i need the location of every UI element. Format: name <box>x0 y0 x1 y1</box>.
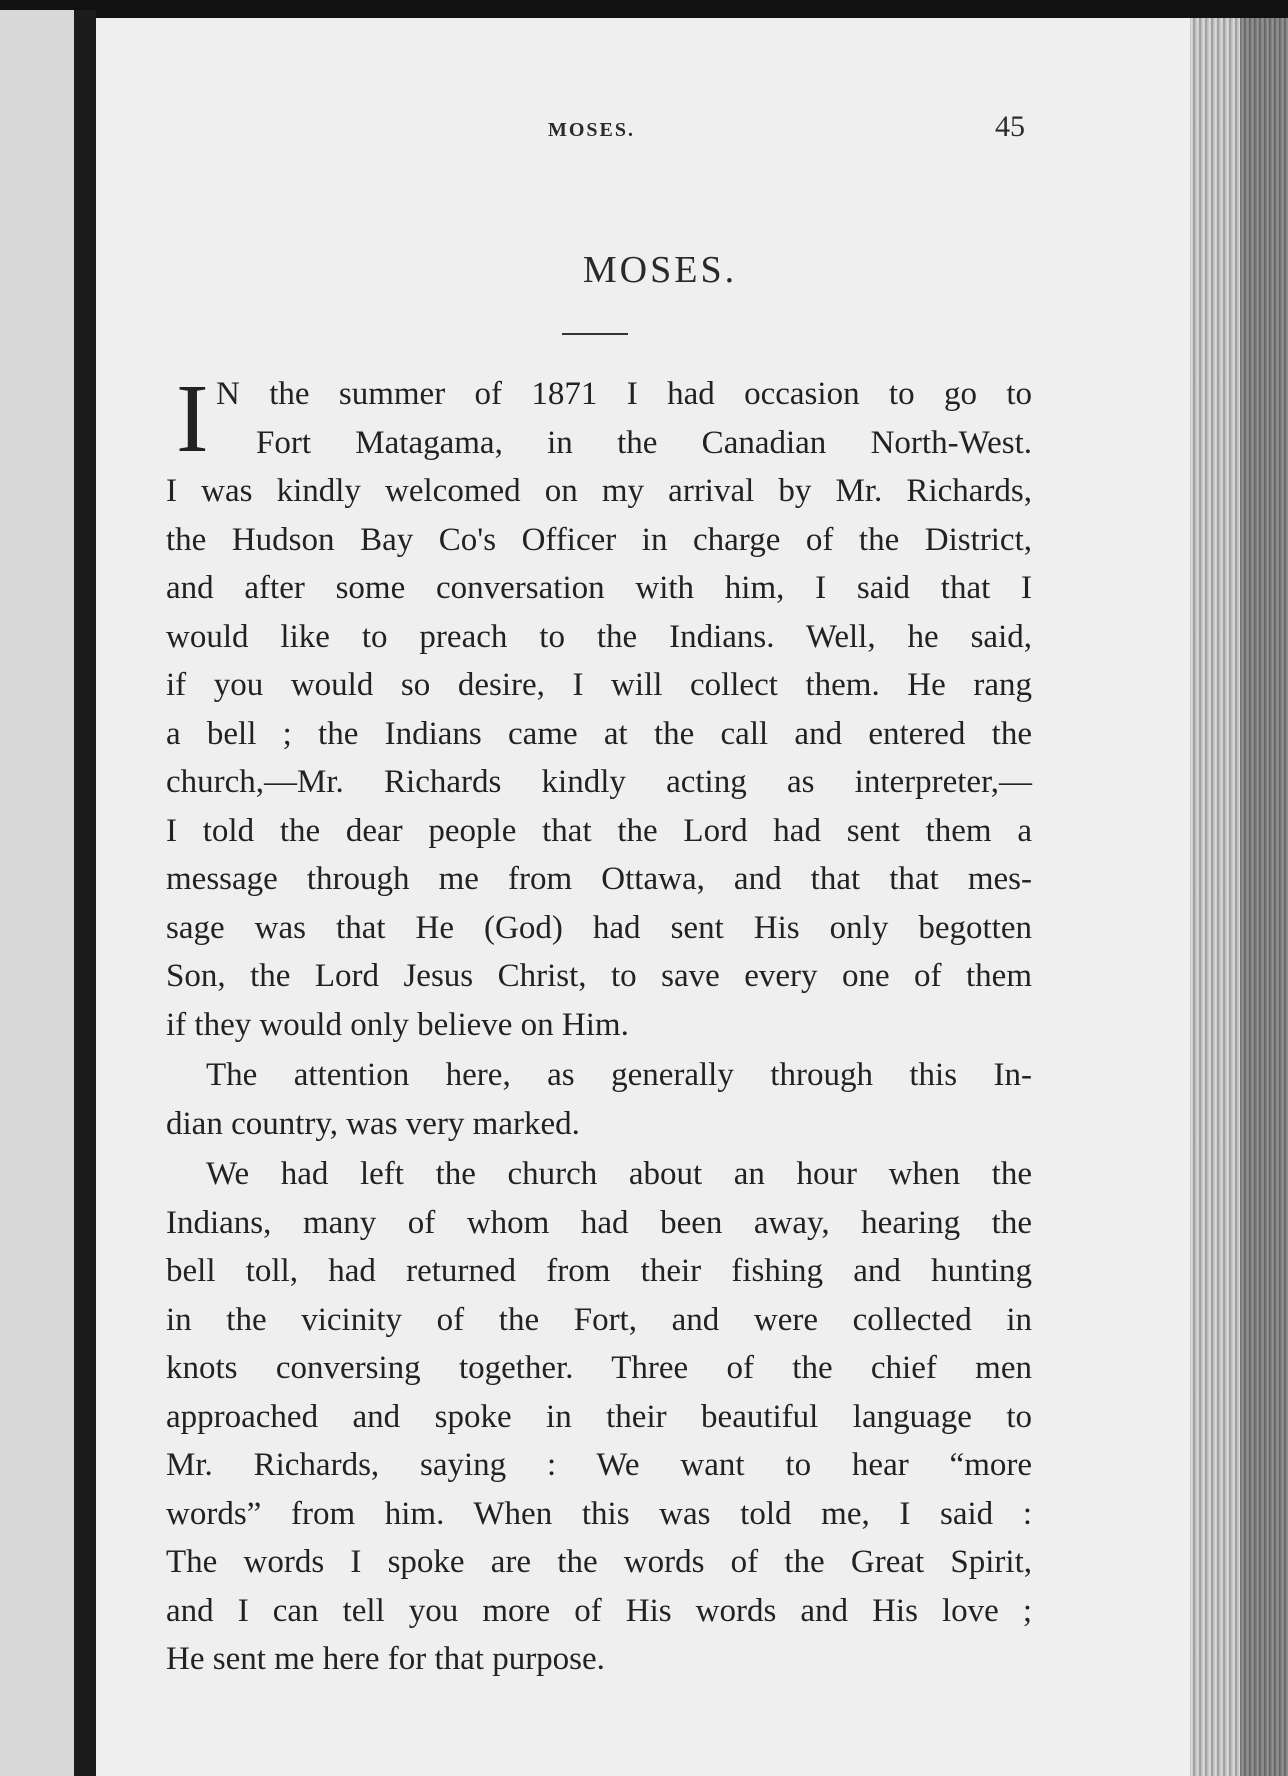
text-line: The words I spoke are the words of the Great Spirit, <box>166 1544 1032 1580</box>
paragraph-3 <box>166 1150 1032 1684</box>
text-line: the Hudson Bay Co's Officer in charge of the District, <box>166 521 1032 558</box>
text-line: sage was that He (God) had sent His only begotten <box>166 909 1032 946</box>
text-line: The attention here, as generally through this In- <box>206 1057 1032 1093</box>
page-number: 45 <box>995 110 1025 143</box>
text-line: approached and spoke in their beautiful language to <box>166 1398 1032 1435</box>
text-line: in the vicinity of the Fort, and were collected in <box>166 1301 1032 1338</box>
text-line: We had left the church about an hour when the <box>206 1156 1032 1192</box>
text-line: bell toll, had returned from their fishing and hunting <box>166 1253 1032 1289</box>
text-line: Mr. Richards, saying : We want to hear “more <box>166 1447 1032 1483</box>
text-line: Son, the Lord Jesus Christ, to save every one of them <box>166 958 1032 994</box>
text-line: He sent me here for that purpose. <box>166 1641 605 1677</box>
text-line: I told the dear people that the Lord had sent them a <box>166 812 1032 849</box>
text-line: message through me from Ottawa, and that that mes- <box>166 861 1032 897</box>
paragraph-1 <box>166 365 1032 1049</box>
text-line: if they would only believe on Him. <box>166 1006 629 1043</box>
text-line: church,—Mr. Richards kindly acting as interpreter,— <box>166 764 1032 800</box>
running-head-title: MOSES. <box>548 119 636 141</box>
text-line: N the summer of 1871 I had occasion to go to <box>216 376 1032 412</box>
body-text <box>166 365 1032 1684</box>
text-line: I was kindly welcomed on my arrival by Mr. Richards, <box>166 473 1032 509</box>
text-line: dian country, was very marked. <box>166 1105 580 1142</box>
text-line: if you would so desire, I will collect them. He rang <box>166 667 1032 703</box>
text-line: would like to preach to the Indians. Well, he said, <box>166 618 1032 655</box>
paragraph-2 <box>166 1051 1032 1148</box>
text-line: a bell ; the Indians came at the call and entered the <box>166 715 1032 752</box>
text-line: Fort Matagama, in the Canadian North-West. <box>256 424 1032 461</box>
text-line: knots conversing together. Three of the chief men <box>166 1350 1032 1386</box>
title-rule <box>562 333 628 335</box>
text-line: and after some conversation with him, I said that I <box>166 570 1032 606</box>
drop-cap: I <box>176 365 209 473</box>
chapter-title: MOSES. <box>582 249 738 291</box>
text-line: and I can tell you more of His words and His love ; <box>166 1592 1032 1629</box>
text-line: Indians, many of whom had been away, hearing the <box>166 1204 1032 1241</box>
text-line: words” from him. When this was told me, I said : <box>166 1495 1032 1532</box>
